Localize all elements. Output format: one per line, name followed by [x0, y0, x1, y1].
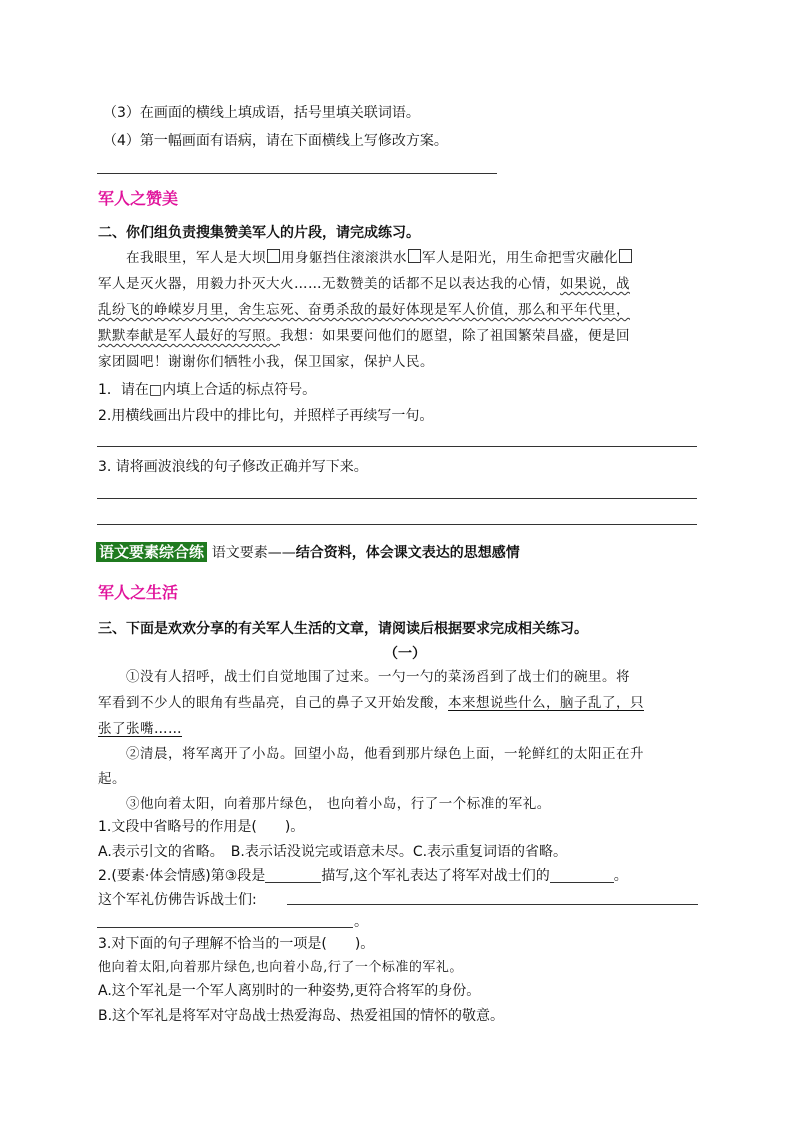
answer-line[interactable] — [97, 927, 353, 928]
answer-line[interactable] — [287, 904, 698, 905]
section-heading-praise: 军人之赞美 — [98, 189, 179, 208]
passage-text: 我想：如果要问他们的愿望，除了祖国繁荣昌盛，便是回 — [280, 328, 630, 344]
q1-options: A.表示引文的省略。 B.表示话没说完或语意未尽。C.表示重复词语的省略。 — [98, 844, 568, 860]
q3-stem: 3.对下面的句子理解不恰当的一项是( )。 — [98, 936, 375, 952]
passage-line — [98, 323, 630, 349]
part-label: （一） — [384, 646, 426, 662]
passage-text: 用身躯挡住滚滚洪水 — [281, 250, 407, 266]
banner-text: 语文要素—— — [211, 545, 296, 561]
answer-line[interactable] — [97, 446, 697, 447]
underlined-sentence: 本来想说些什么，脑子乱了，只 — [448, 695, 644, 711]
banner-tag: 语文要素综合练 — [96, 542, 207, 562]
q2-line — [98, 866, 628, 886]
para-2-line: ②清晨，将军离开了小岛。回望小岛，他看到那片绿色上面，一轮鲜红的太阳正在升 — [126, 746, 644, 762]
answer-line[interactable] — [97, 498, 697, 499]
section-heading-life: 军人之生活 — [98, 583, 179, 602]
para-3-line: ③他向着太阳，向着那片绿色， 也向着小岛，行了一个标准的军礼。 — [126, 796, 551, 812]
para-1-line: ①没有人招呼，战士们自觉地围了过来。一勺一勺的菜汤舀到了战士们的碗里。将 — [126, 669, 630, 685]
q2-text: 2.(要素·体会情感)第③段是 — [98, 868, 266, 884]
passage-line — [98, 271, 630, 297]
q2-line — [98, 890, 257, 910]
q3-option-b: B.这个军礼是将军对守岛战士热爱海岛、热爱祖国的情怀的敬意。 — [98, 1008, 505, 1024]
wavy-sentence: 那么和平年代里， — [518, 302, 630, 318]
q2-text: 。 — [613, 868, 628, 884]
punctuation-box[interactable] — [408, 249, 421, 263]
q3-option-a: A.这个军礼是一个军人离别时的一种姿势,更符合将军的身份。 — [98, 983, 481, 999]
passage-text: 军人是阳光，用生命把雪灾融化 — [422, 250, 618, 266]
q2-period: 。 — [354, 914, 368, 930]
answer-line[interactable] — [97, 524, 697, 525]
q2-text: 这个军礼仿佛告诉战士们: — [98, 892, 257, 908]
passage-text: 军人是灭火器，用毅力扑灭大火……无数赞美的话都不足以表达我的心情， — [98, 276, 560, 292]
wavy-sentence: 乱纷飞的峥嵘岁月里，舍生忘死、奋勇杀敌的最好体现是军人价值， — [98, 302, 518, 318]
task-2: 2.用横线画出片段中的排比句，并照样子再续写一句。 — [98, 408, 434, 424]
q1-stem: 1.文段中省略号的作用是( )。 — [98, 819, 305, 835]
wavy-sentence: 默默奉献是军人最好的写照。 — [98, 328, 280, 344]
task-1: 1．请在□内填上合适的标点符号。 — [98, 382, 317, 398]
item-4-instruction: （4）第一幅画面有语病，请在下面横线上写修改方案。 — [103, 133, 448, 149]
wavy-sentence: 如果说，战 — [560, 276, 630, 292]
para-1-line — [98, 690, 644, 716]
punctuation-box[interactable] — [267, 249, 280, 263]
para-2-line: 起。 — [98, 771, 126, 787]
fill-blank[interactable] — [265, 868, 321, 883]
item-3-instruction: （3）在画面的横线上填成语，括号里填关联词语。 — [103, 105, 420, 121]
answer-line[interactable] — [97, 173, 497, 174]
para-text: 军看到不少人的眼角有些晶亮，自己的鼻子又开始发酸， — [98, 695, 448, 711]
q3-quote: 他向着太阳,向着那片绿色,也向着小岛,行了一个标准的军礼。 — [98, 960, 463, 975]
task-3: 3. 请将画波浪线的句子修改正确并写下来。 — [98, 459, 368, 475]
banner-text-bold: 结合资料，体会课文表达的思想感情 — [295, 545, 520, 561]
passage-line — [98, 297, 630, 323]
underlined-sentence: 张了张嘴…… — [98, 721, 182, 737]
para-1-line — [98, 716, 182, 742]
element-banner — [96, 541, 520, 564]
q2-text: 描写,这个军礼表达了将军对战士们的 — [321, 868, 550, 884]
question-three: 三、下面是欢欢分享的有关军人生活的文章，请阅读后根据要求完成相关练习。 — [98, 621, 588, 637]
passage-line: 家团圆吧！谢谢你们牺牲小我，保卫国家，保护人民。 — [98, 354, 434, 370]
passage-line — [126, 245, 633, 271]
punctuation-box[interactable] — [619, 249, 632, 263]
question-two: 二、你们组负责搜集赞美军人的片段，请完成练习。 — [98, 225, 420, 241]
passage-text: 在我眼里，军人是大坝 — [126, 250, 266, 266]
fill-blank[interactable] — [550, 868, 614, 883]
